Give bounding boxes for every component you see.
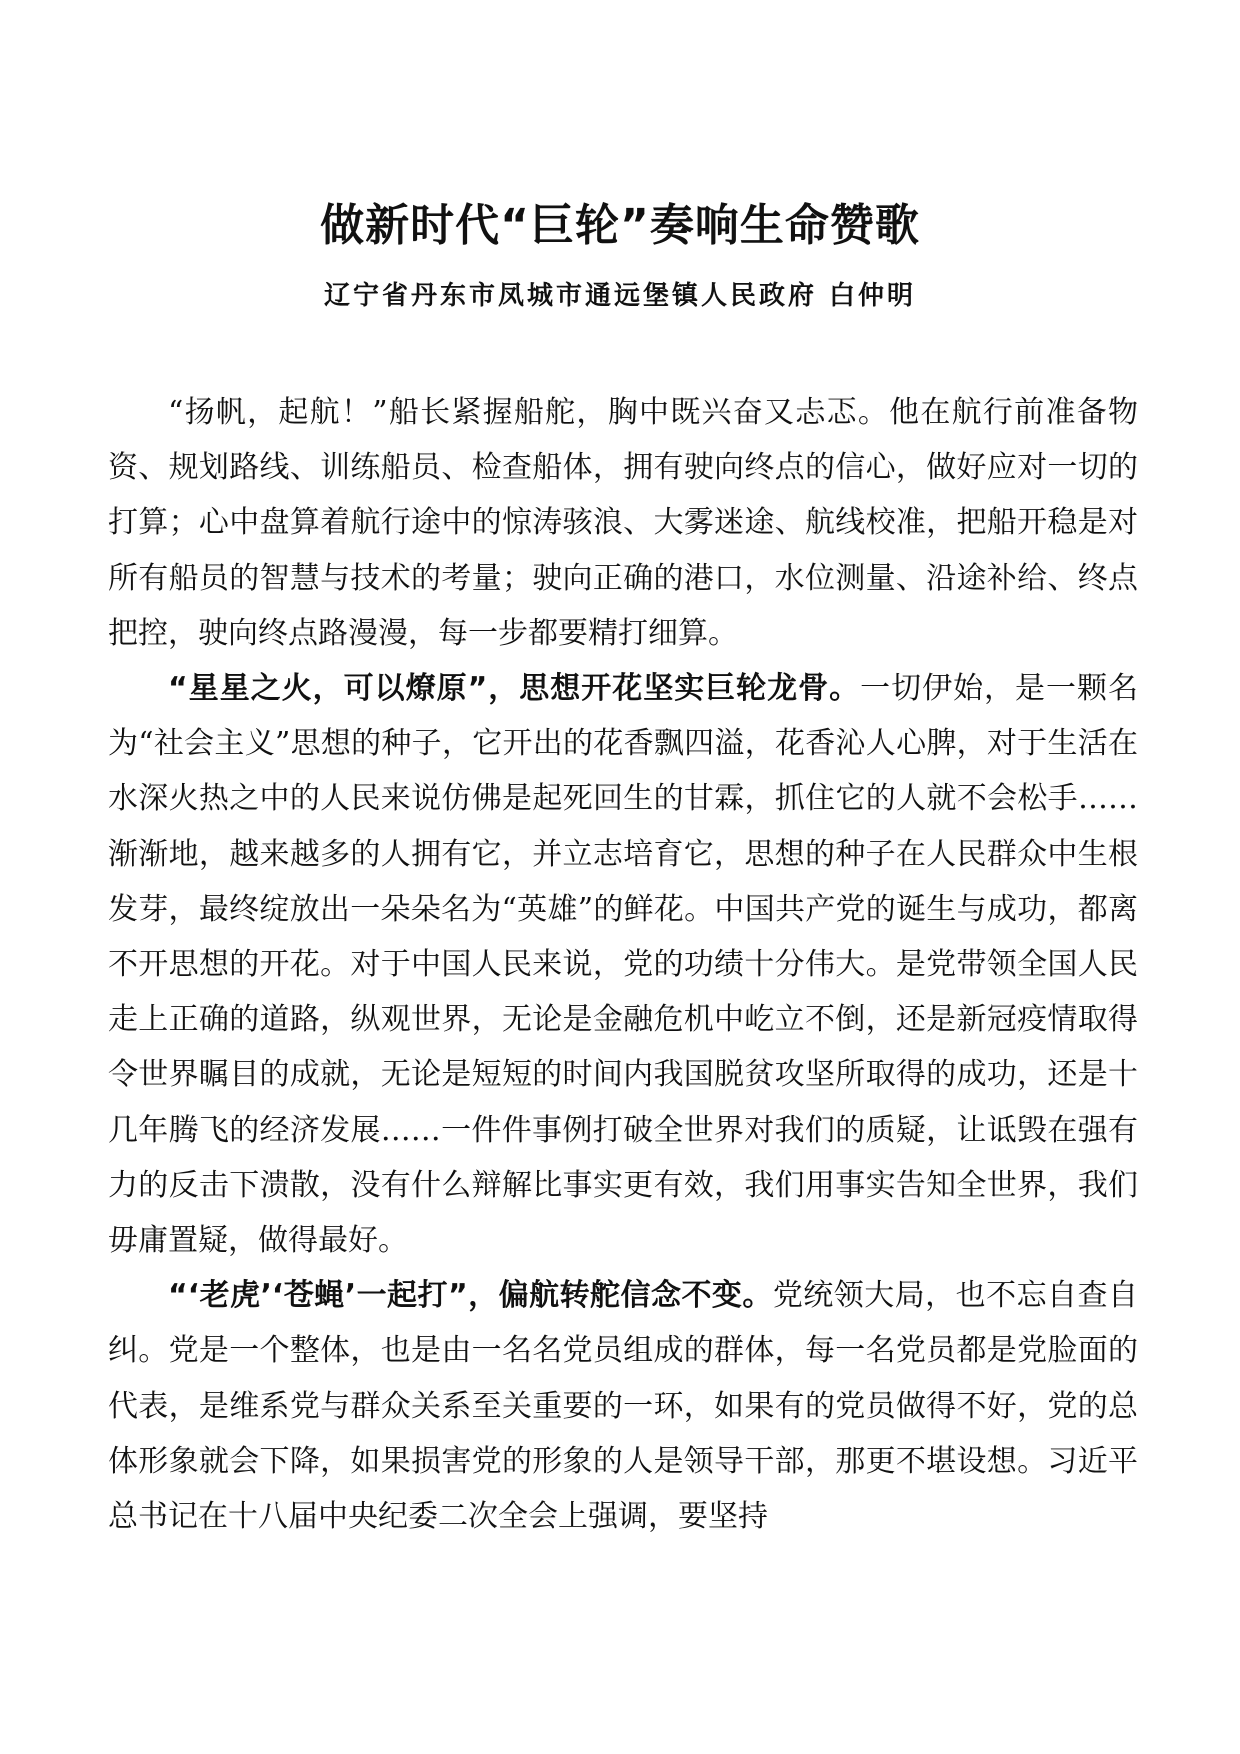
paragraph-2-text: 一切伊始，是一颗名为“社会主义”思想的种子，它开出的花香飘四溢，花香沁人心脾，对于生活在水深火热之中的人民来说仿佛是起死回生的甘霖，抓住它的人就不会松手……渐渐地，越来越多的人拥有它，并立志培育它，思想的种子在人民群众中生根发芽，最终绽放出一朵朵名为“英雄”的鲜花。中国共产党的诞生与成功，都离不开思想的开花。对于中国人民来说，党的功绩十分伟大。是党带领全国人民走上正确的道路，纵观世界，无论是金融危机中屹立不倒，还是新冠疫情取得令世界瞩目的成就，无论是短短的时间内我国脱贫攻坚所取得的成功，还是十几年腾飞的经济发展……一件件事例打破全世界对我们的质疑，让诋毁在强有力的反击下溃散，没有什么辩解比事实更有效，我们用事实告知全世界，我们毋庸置疑，做得最好。 bbox=[108, 671, 1138, 1259]
author-line: 辽宁省丹东市凤城市通远堡镇人民政府 白仲明 bbox=[323, 281, 917, 311]
paragraph-2-lead: “星星之火，可以燎原”，思想开花坚实巨轮龙骨。 bbox=[168, 671, 861, 707]
paragraph-1 bbox=[108, 385, 1138, 661]
paragraph-2 bbox=[108, 661, 1138, 1268]
paragraph-1-text: “扬帆，起航！”船长紧握船舵，胸中既兴奋又忐忑。他在航行前准备物资、规划路线、训练船员、检查船体，拥有驶向终点的信心，做好应对一切的打算；心中盘算着航行途中的惊涛骇浪、大雾迷途、航线校准，把船开稳是对所有船员的智慧与技术的考量；驶向正确的港口，水位测量、沿途补给、终点把控，驶向终点路漫漫，每一步都要精打细算。 bbox=[108, 395, 1138, 651]
paragraph-3-text: 党统领大局，也不忘自查自纠。党是一个整体，也是由一名名党员组成的群体，每一名党员都是党脸面的代表，是维系党与群众关系至关重要的一环，如果有的党员做得不好，党的总体形象就会下降，如果损害党的形象的人是领导干部，那更不堪设想。习近平总书记在十八届中央纪委二次全会上强调，要坚持 bbox=[108, 1278, 1138, 1535]
document-body bbox=[108, 385, 1138, 1544]
paragraph-3 bbox=[108, 1268, 1138, 1544]
paragraph-3-lead: “‘老虎’‘苍蝇’一起打”，偏航转舵信念不变。 bbox=[168, 1278, 773, 1314]
document-title: 做新时代“巨轮”奏响生命赞歌 bbox=[320, 200, 920, 251]
